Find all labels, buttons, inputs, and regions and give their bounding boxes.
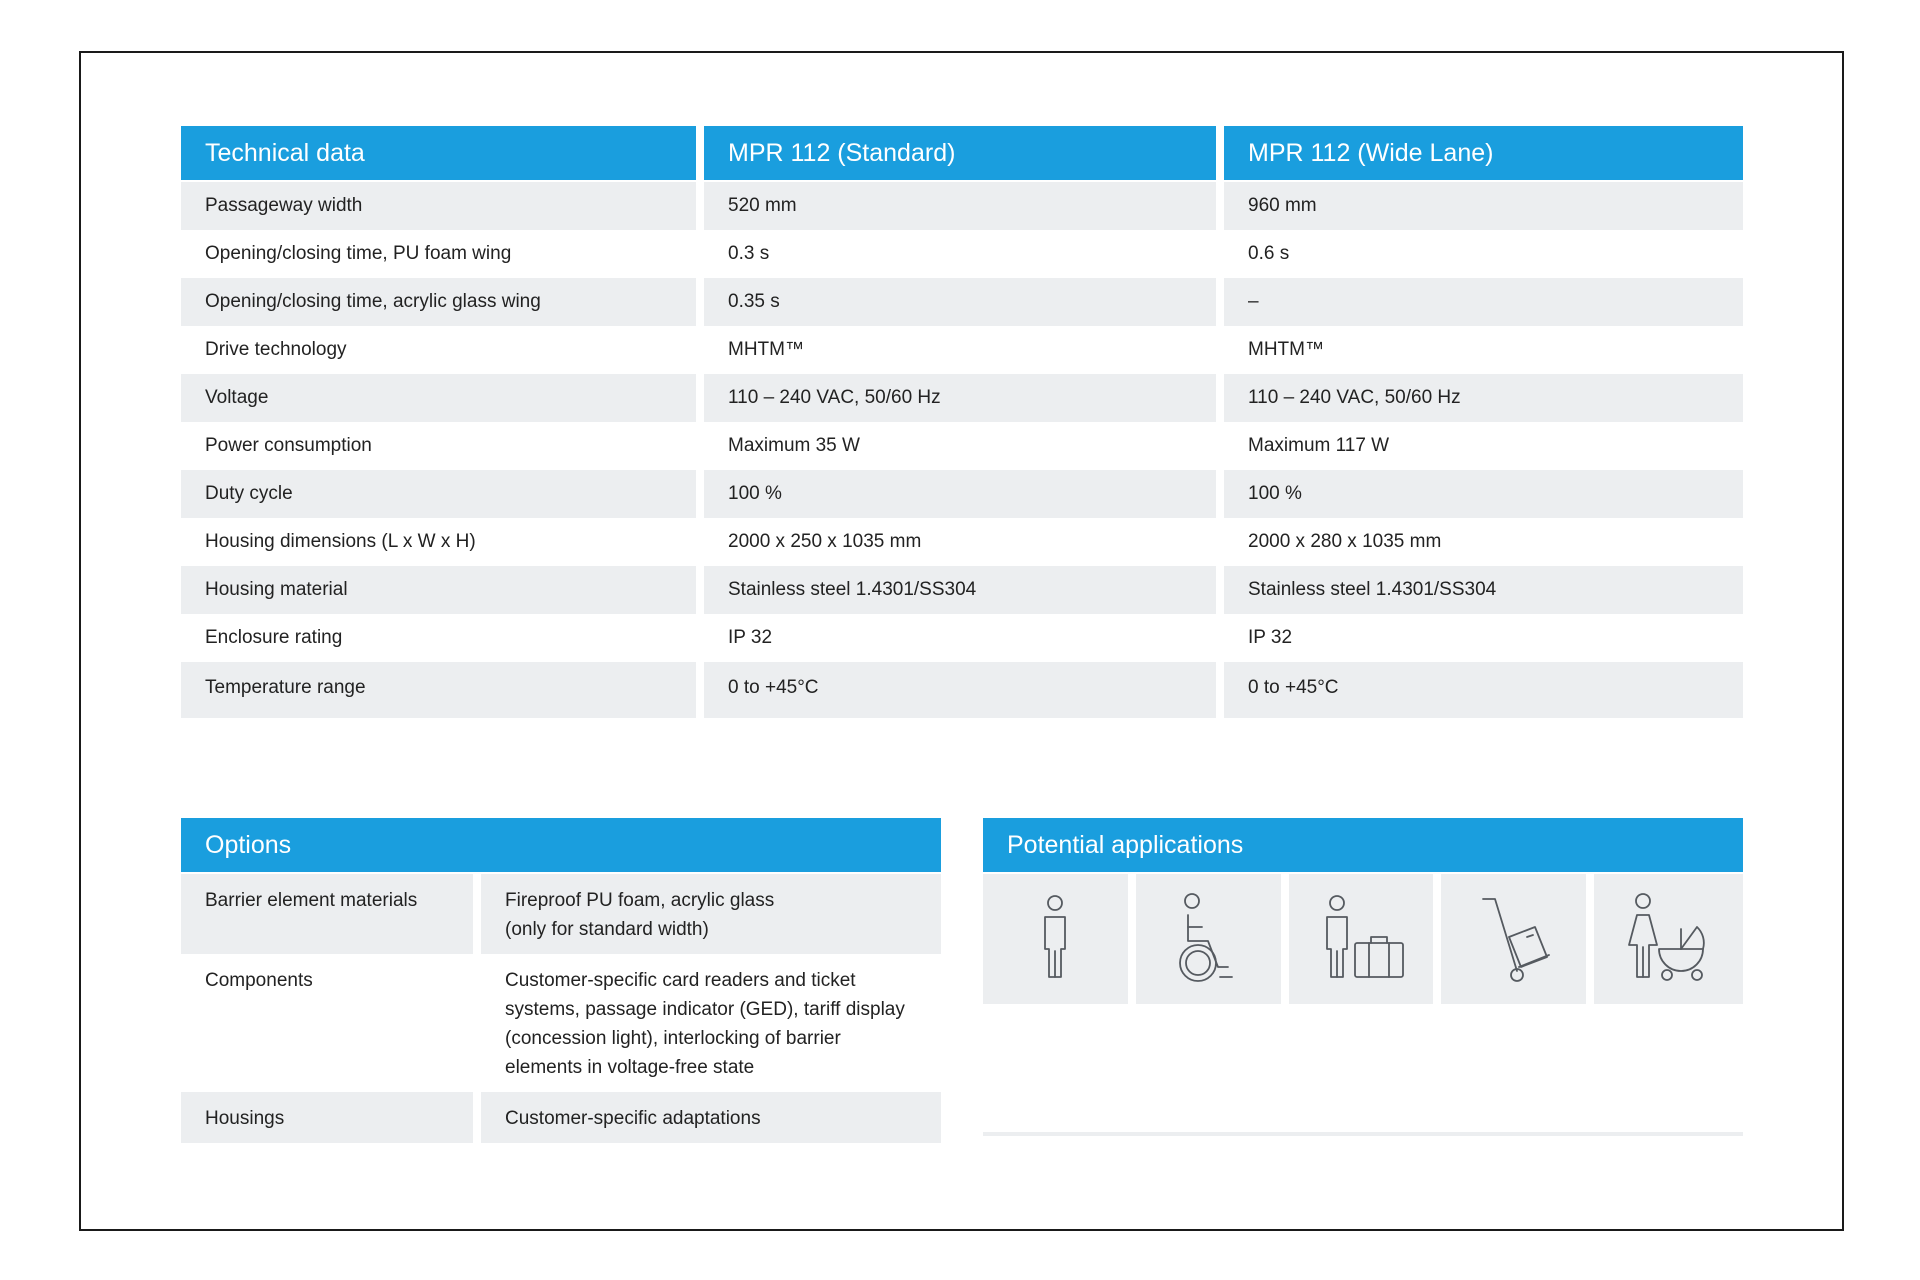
spec-value-standard: Stainless steel 1.4301/SS304 [704,566,1216,614]
spec-value-standard: 2000 x 250 x 1035 mm [728,531,922,552]
technical-data-row [181,470,1743,518]
spec-label: Voltage [181,374,696,422]
spec-label: Housing material [181,566,696,614]
spec-label: Enclosure rating [205,627,343,648]
technical-data-row [181,230,1743,278]
option-value-line: Customer-specific card readers and ticket [505,970,856,991]
spec-value-standard: Maximum 35 W [728,435,860,456]
spec-label: Duty cycle [181,470,696,518]
technical-data-header-row [181,126,1743,180]
person-with-luggage-icon [1311,889,1411,989]
wheelchair-icon [1168,889,1248,989]
option-row [181,874,941,954]
spec-value-standard: 0.3 s [728,243,770,264]
application-icons [983,874,1743,1004]
header-technical-data: Technical data [181,126,696,180]
spec-value-standard: 0.35 s [704,278,1216,326]
applications-panel [983,818,1743,1004]
spec-value-standard: 100 % [704,470,1216,518]
spec-label: Housing dimensions (L x W x H) [205,531,476,552]
spec-value-standard: MHTM™ [728,339,804,360]
spec-value-standard: 0 to +45°C [704,662,1216,718]
pedestrian-icon [1015,889,1095,989]
spec-value-wide-lane: 110 – 240 VAC, 50/60 Hz [1224,374,1743,422]
application-tile [983,874,1128,1004]
option-value-line: elements in voltage-free state [505,1057,755,1078]
technical-data-row [181,662,1743,718]
technical-data-table [181,126,1743,718]
technical-data-row [181,566,1743,614]
spec-label: Drive technology [205,339,347,360]
hand-trolley-icon [1469,889,1559,989]
spec-value-wide-lane: Stainless steel 1.4301/SS304 [1224,566,1743,614]
spec-label: Opening/closing time, PU foam wing [205,243,512,264]
option-value-line: (only for standard width) [505,919,709,940]
applications-divider [983,1132,1743,1136]
technical-data-row [181,374,1743,422]
header-mpr-112-standard: MPR 112 (Standard) [704,126,1216,180]
technical-data-row [181,614,1743,662]
application-tile [1594,874,1743,1004]
spec-value-wide-lane: 2000 x 280 x 1035 mm [1248,531,1442,552]
technical-data-row [181,326,1743,374]
options-title: Options [181,818,941,872]
spec-value-wide-lane: MHTM™ [1248,339,1324,360]
options-body [181,874,941,1143]
spec-value-standard: 520 mm [704,182,1216,230]
technical-data-row [181,182,1743,230]
spec-label: Temperature range [181,662,696,718]
technical-data-row [181,518,1743,566]
spec-value-wide-lane: 0.6 s [1248,243,1290,264]
spec-value-standard: IP 32 [728,627,773,648]
application-tile [1441,874,1586,1004]
application-tile [1289,874,1434,1004]
spec-label: Power consumption [205,435,372,456]
option-value [481,1092,941,1143]
option-label: Barrier element materials [181,874,473,954]
option-value [481,954,941,1092]
person-with-pram-icon [1619,889,1719,989]
spec-value-wide-lane: IP 32 [1248,627,1293,648]
options-panel [181,818,941,1143]
option-value-line: systems, passage indicator (GED), tariff display [505,999,905,1020]
option-row [181,954,941,1092]
spec-value-wide-lane: 100 % [1224,470,1743,518]
spec-value-wide-lane: 0 to +45°C [1224,662,1743,718]
option-value [481,874,941,954]
option-label: Housings [181,1092,473,1143]
spec-value-standard: 110 – 240 VAC, 50/60 Hz [704,374,1216,422]
application-tile [1136,874,1281,1004]
applications-title: Potential applications [983,818,1743,872]
option-value-line: Customer-specific adaptations [505,1108,761,1129]
technical-data-body [181,182,1743,718]
option-value-line: Fireproof PU foam, acrylic glass [505,890,775,911]
spec-value-wide-lane: Maximum 117 W [1248,435,1390,456]
technical-data-row [181,422,1743,470]
spec-label: Opening/closing time, acrylic glass wing [181,278,696,326]
option-value-line: (concession light), interlocking of barrier [505,1028,841,1049]
spec-value-wide-lane: – [1224,278,1743,326]
spec-value-wide-lane: 960 mm [1224,182,1743,230]
option-row [181,1092,941,1143]
header-mpr-112-wide-lane: MPR 112 (Wide Lane) [1224,126,1743,180]
technical-data-row [181,278,1743,326]
spec-label: Passageway width [181,182,696,230]
option-label: Components [205,970,313,991]
